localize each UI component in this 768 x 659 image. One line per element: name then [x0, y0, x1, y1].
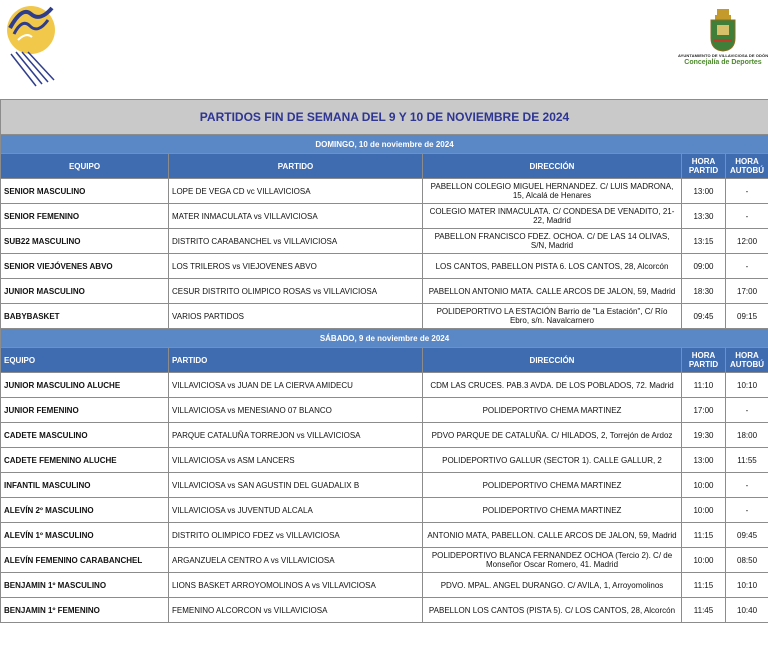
match-cell: LOS TRILEROS vs VIEJOVENES ABVO: [169, 254, 423, 279]
bus-time-cell: 10:10: [726, 573, 768, 598]
match-cell: VILLAVICIOSA vs ASM LANCERS: [169, 448, 423, 473]
team-cell: BENJAMIN 1º FEMENINO: [1, 598, 169, 623]
schedule-table: [0, 99, 768, 623]
team-cell: BENJAMIN 1º MASCULINO: [1, 573, 169, 598]
address-cell: POLIDEPORTIVO CHEMA MARTINEZ: [423, 473, 682, 498]
bus-time-cell: -: [726, 498, 768, 523]
address-cell: PDVO. MPAL. ANGEL DURANGO. C/ AVILA, 1, Arroyomolinos: [423, 573, 682, 598]
table-row: [1, 523, 768, 548]
match-time-cell: 13:30: [682, 204, 726, 229]
address-cell: PABELLON COLEGIO MIGUEL HERNANDEZ. C/ LUIS MADRONA, 15, Alcalá de Henares: [423, 179, 682, 204]
bus-time-cell: 12:00: [726, 229, 768, 254]
table-row: [1, 398, 768, 423]
bus-time-cell: 09:15: [726, 304, 768, 329]
match-time-cell: 10:00: [682, 473, 726, 498]
col-header-time: HORA PARTID: [682, 348, 726, 373]
col-header-team: EQUIPO: [1, 154, 169, 179]
table-row: [1, 229, 768, 254]
team-cell: ALEVÍN 2º MASCULINO: [1, 498, 169, 523]
match-time-cell: 17:00: [682, 398, 726, 423]
sports-department-label: Concejalía de Deportes: [684, 59, 762, 66]
day-row-saturday: [1, 329, 768, 348]
col-header-team: EQUIPO: [1, 348, 169, 373]
table-row: [1, 573, 768, 598]
match-cell: VILLAVICIOSA vs JUVENTUD ALCALA: [169, 498, 423, 523]
col-header-time: HORA PARTID: [682, 154, 726, 179]
match-cell: FEMENINO ALCORCON vs VILLAVICIOSA: [169, 598, 423, 623]
bus-time-cell: -: [726, 254, 768, 279]
address-cell: POLIDEPORTIVO GALLUR (SECTOR 1). CALLE GALLUR, 2: [423, 448, 682, 473]
address-cell: ANTONIO MATA, PABELLON. CALLE ARCOS DE JALON, 59, Madrid: [423, 523, 682, 548]
match-cell: VILLAVICIOSA vs JUAN DE LA CIERVA AMIDECU: [169, 373, 423, 398]
team-cell: JUNIOR MASCULINO ALUCHE: [1, 373, 169, 398]
table-row: [1, 498, 768, 523]
team-cell: ALEVÍN 1º MASCULINO: [1, 523, 169, 548]
table-row: [1, 473, 768, 498]
table-row: [1, 598, 768, 623]
address-cell: COLEGIO MATER INMACULATA. C/ CONDESA DE VENADITO, 21-22, Madrid: [423, 204, 682, 229]
match-time-cell: 09:00: [682, 254, 726, 279]
address-cell: POLIDEPORTIVO CHEMA MARTINEZ: [423, 498, 682, 523]
address-cell: PDVO PARQUE DE CATALUÑA. C/ HILADOS, 2, Torrejón de Ardoz: [423, 423, 682, 448]
col-header-address: DIRECCIÓN: [423, 154, 682, 179]
day-label: DOMINGO, 10 de noviembre de 2024: [1, 135, 768, 154]
table-row: [1, 373, 768, 398]
day-row-sunday: [1, 135, 768, 154]
bus-time-cell: 09:45: [726, 523, 768, 548]
match-time-cell: 13:00: [682, 179, 726, 204]
bus-time-cell: -: [726, 473, 768, 498]
match-time-cell: 11:10: [682, 373, 726, 398]
sunday-rows: [1, 179, 768, 329]
match-time-cell: 11:45: [682, 598, 726, 623]
match-cell: LOPE DE VEGA CD vc VILLAVICIOSA: [169, 179, 423, 204]
col-header-bus: HORA AUTOBÚ: [726, 154, 768, 179]
match-cell: DISTRITO CARABANCHEL vs VILLAVICIOSA: [169, 229, 423, 254]
town-shield-crest-icon: [708, 8, 738, 52]
bus-time-cell: -: [726, 204, 768, 229]
bus-time-cell: 08:50: [726, 548, 768, 573]
address-cell: POLIDEPORTIVO CHEMA MARTINEZ: [423, 398, 682, 423]
match-time-cell: 13:00: [682, 448, 726, 473]
match-time-cell: 13:15: [682, 229, 726, 254]
match-cell: ARGANZUELA CENTRO A vs VILLAVICIOSA: [169, 548, 423, 573]
address-cell: PABELLON FRANCISCO FDEZ. OCHOA. C/ DE LAS 14 OLIVAS, S/N, Madrid: [423, 229, 682, 254]
bus-time-cell: 11:55: [726, 448, 768, 473]
match-time-cell: 19:30: [682, 423, 726, 448]
match-time-cell: 11:15: [682, 523, 726, 548]
address-cell: POLIDEPORTIVO BLANCA FERNANDEZ OCHOA (Tercio 2). C/ de Monseñor Oscar Romero, 41. Madrid: [423, 548, 682, 573]
column-header-row: [1, 348, 768, 373]
table-row: [1, 204, 768, 229]
match-cell: MATER INMACULATA vs VILLAVICIOSA: [169, 204, 423, 229]
saturday-rows: [1, 373, 768, 623]
team-cell: SENIOR MASCULINO: [1, 179, 169, 204]
town-name: AYUNTAMIENTO DE VILLAVICIOSA DE ODÓN: [678, 53, 768, 58]
page-header: [0, 0, 768, 100]
table-row: [1, 279, 768, 304]
table-row: [1, 448, 768, 473]
table-row: [1, 254, 768, 279]
match-cell: VARIOS PARTIDOS: [169, 304, 423, 329]
match-time-cell: 09:45: [682, 304, 726, 329]
table-row: [1, 423, 768, 448]
team-cell: JUNIOR MASCULINO: [1, 279, 169, 304]
day-label: SÁBADO, 9 de noviembre de 2024: [1, 329, 768, 348]
col-header-address: DIRECCIÓN: [423, 348, 682, 373]
match-cell: CESUR DISTRITO OLIMPICO ROSAS vs VILLAVICIOSA: [169, 279, 423, 304]
match-cell: VILLAVICIOSA vs MENESIANO 07 BLANCO: [169, 398, 423, 423]
address-cell: LOS CANTOS, PABELLON PISTA 6. LOS CANTOS, 28, Alcorcón: [423, 254, 682, 279]
bus-time-cell: -: [726, 179, 768, 204]
address-cell: CDM LAS CRUCES. PAB.3 AVDA. DE LOS POBLADOS, 72. Madrid: [423, 373, 682, 398]
title-row: [1, 100, 768, 135]
match-cell: LIONS BASKET ARROYOMOLINOS A vs VILLAVICIOSA: [169, 573, 423, 598]
team-cell: ALEVÍN FEMENINO CARABANCHEL: [1, 548, 169, 573]
bus-time-cell: 10:10: [726, 373, 768, 398]
town-council-logo: [678, 8, 768, 72]
col-header-match: PARTIDO: [169, 154, 423, 179]
team-cell: SUB22 MASCULINO: [1, 229, 169, 254]
match-time-cell: 18:30: [682, 279, 726, 304]
team-cell: SENIOR FEMENINO: [1, 204, 169, 229]
table-row: [1, 179, 768, 204]
match-cell: PARQUE CATALUÑA TORREJON vs VILLAVICIOSA: [169, 423, 423, 448]
col-header-bus: HORA AUTOBÚ: [726, 348, 768, 373]
team-cell: CADETE FEMENINO ALUCHE: [1, 448, 169, 473]
bus-time-cell: 18:00: [726, 423, 768, 448]
address-cell: PABELLON LOS CANTOS (PISTA 5). C/ LOS CANTOS, 28, Alcorcón: [423, 598, 682, 623]
match-cell: DISTRITO OLIMPICO FDEZ vs VILLAVICIOSA: [169, 523, 423, 548]
table-row: [1, 304, 768, 329]
column-header-row: [1, 154, 768, 179]
match-cell: VILLAVICIOSA vs SAN AGUSTIN DEL GUADALIX B: [169, 473, 423, 498]
bus-time-cell: -: [726, 398, 768, 423]
bus-time-cell: 17:00: [726, 279, 768, 304]
team-cell: CADETE MASCULINO: [1, 423, 169, 448]
address-cell: POLIDEPORTIVO LA ESTACIÓN Barrio de "La Estación", C/ Río Ebro, s/n. Navalcarnero: [423, 304, 682, 329]
match-time-cell: 10:00: [682, 498, 726, 523]
match-time-cell: 11:15: [682, 573, 726, 598]
col-header-match: PARTIDO: [169, 348, 423, 373]
match-time-cell: 10:00: [682, 548, 726, 573]
table-row: [1, 548, 768, 573]
team-cell: SENIOR VIEJÓVENES ABVO: [1, 254, 169, 279]
team-cell: BABYBASKET: [1, 304, 169, 329]
team-cell: INFANTIL MASCULINO: [1, 473, 169, 498]
team-cell: JUNIOR FEMENINO: [1, 398, 169, 423]
page-title: PARTIDOS FIN DE SEMANA DEL 9 Y 10 DE NOVIEMBRE DE 2024: [1, 100, 768, 135]
address-cell: PABELLON ANTONIO MATA. CALLE ARCOS DE JALON, 59, Madrid: [423, 279, 682, 304]
basketball-club-logo-icon: [2, 4, 60, 88]
bus-time-cell: 10:40: [726, 598, 768, 623]
